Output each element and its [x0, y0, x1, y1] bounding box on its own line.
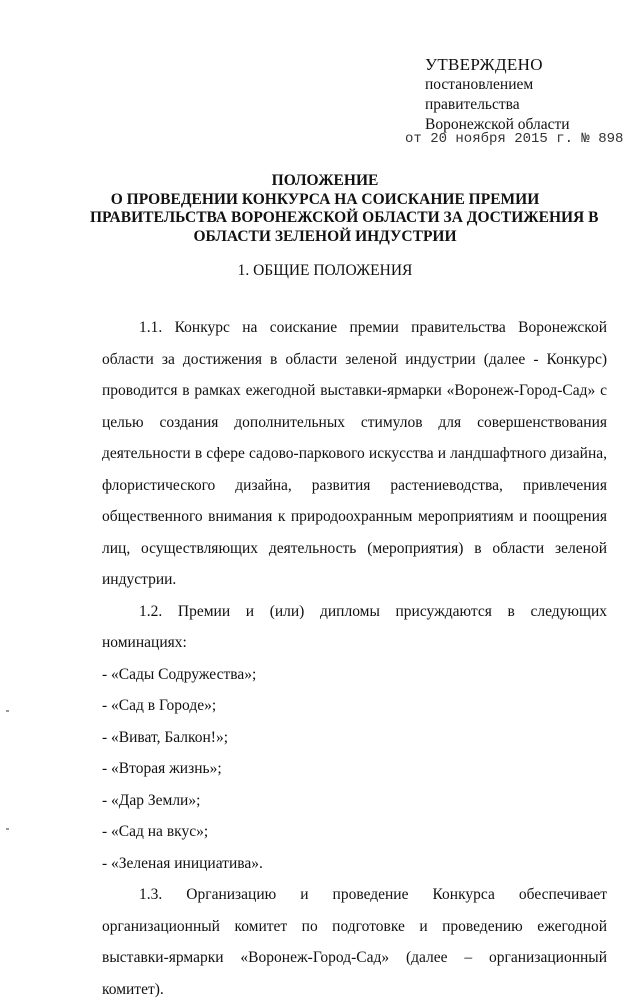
nomination-item: - «Сад в Городе»; — [102, 697, 217, 714]
nomination-item: - «Сады Содружества»; — [102, 665, 257, 683]
title-line-3: ПРАВИТЕЛЬСТВА ВОРОНЕЖСКОЙ ОБЛАСТИ ЗА ДОСТИЖЕНИЯ В — [90, 209, 599, 226]
approval-line-1: постановлением — [425, 76, 534, 93]
decree-date: от 20 ноября 2015 г. № 898 — [405, 131, 624, 147]
approval-block — [425, 55, 570, 135]
section-heading: 1. ОБЩИЕ ПОЛОЖЕНИЯ — [237, 262, 413, 279]
document-title — [90, 172, 599, 246]
title-line-2: О ПРОВЕДЕНИИ КОНКУРСА НА СОИСКАНИЕ ПРЕМИИ — [110, 190, 540, 208]
scan-margin-mark — [6, 828, 9, 830]
nomination-item: - «Вторая жизнь»; — [102, 760, 222, 777]
approval-line-2: правительства — [425, 96, 520, 113]
approval-line-3: Воронежской области — [425, 116, 570, 133]
document-body — [102, 312, 607, 1005]
title-line-1: ПОЛОЖЕНИЕ — [271, 172, 379, 189]
paragraph-1-1: 1.1. Конкурс на соискание премии правительства Воронежской области за достижения в области зеленой индустрии (далее - Конкурс) проводится в рамках ежегодной выставки-ярмарки «Воронеж-Город-Сад» с целью создания дополнительных стимулов для совершенствования деятельности в сфере садово-паркового искусства и ландшафтного дизайна, флористического дизайна, развития растениеводства, привлечения общественного внимания к природоохранным мероприятиям и поощрения лиц, осуществляющих деятельность (мероприятия) в области зеленой индустрии. — [102, 319, 607, 588]
nomination-item: - «Дар Земли»; — [102, 791, 201, 809]
title-line-4: ОБЛАСТИ ЗЕЛЕНОЙ ИНДУСТРИИ — [193, 227, 457, 245]
nomination-item: - «Сад на вкус»; — [102, 823, 209, 840]
paragraph-1-2: 1.2. Премии и (или) дипломы присуждаются в следующих номинациях: — [102, 602, 607, 651]
paragraph-1-3: 1.3. Организацию и проведение Конкурса обеспечивает организационный комитет по подготовке и проведению ежегодной выставки-ярмарки «Воронеж-Город-Сад» (далее – организационный комитет). — [102, 886, 607, 998]
scan-margin-mark — [6, 710, 9, 712]
approval-stamp: УТВЕРЖДЕНО — [425, 55, 543, 74]
nomination-item: - «Зеленая инициатива». — [102, 854, 263, 872]
nomination-item: - «Виват, Балкон!»; — [102, 728, 229, 746]
